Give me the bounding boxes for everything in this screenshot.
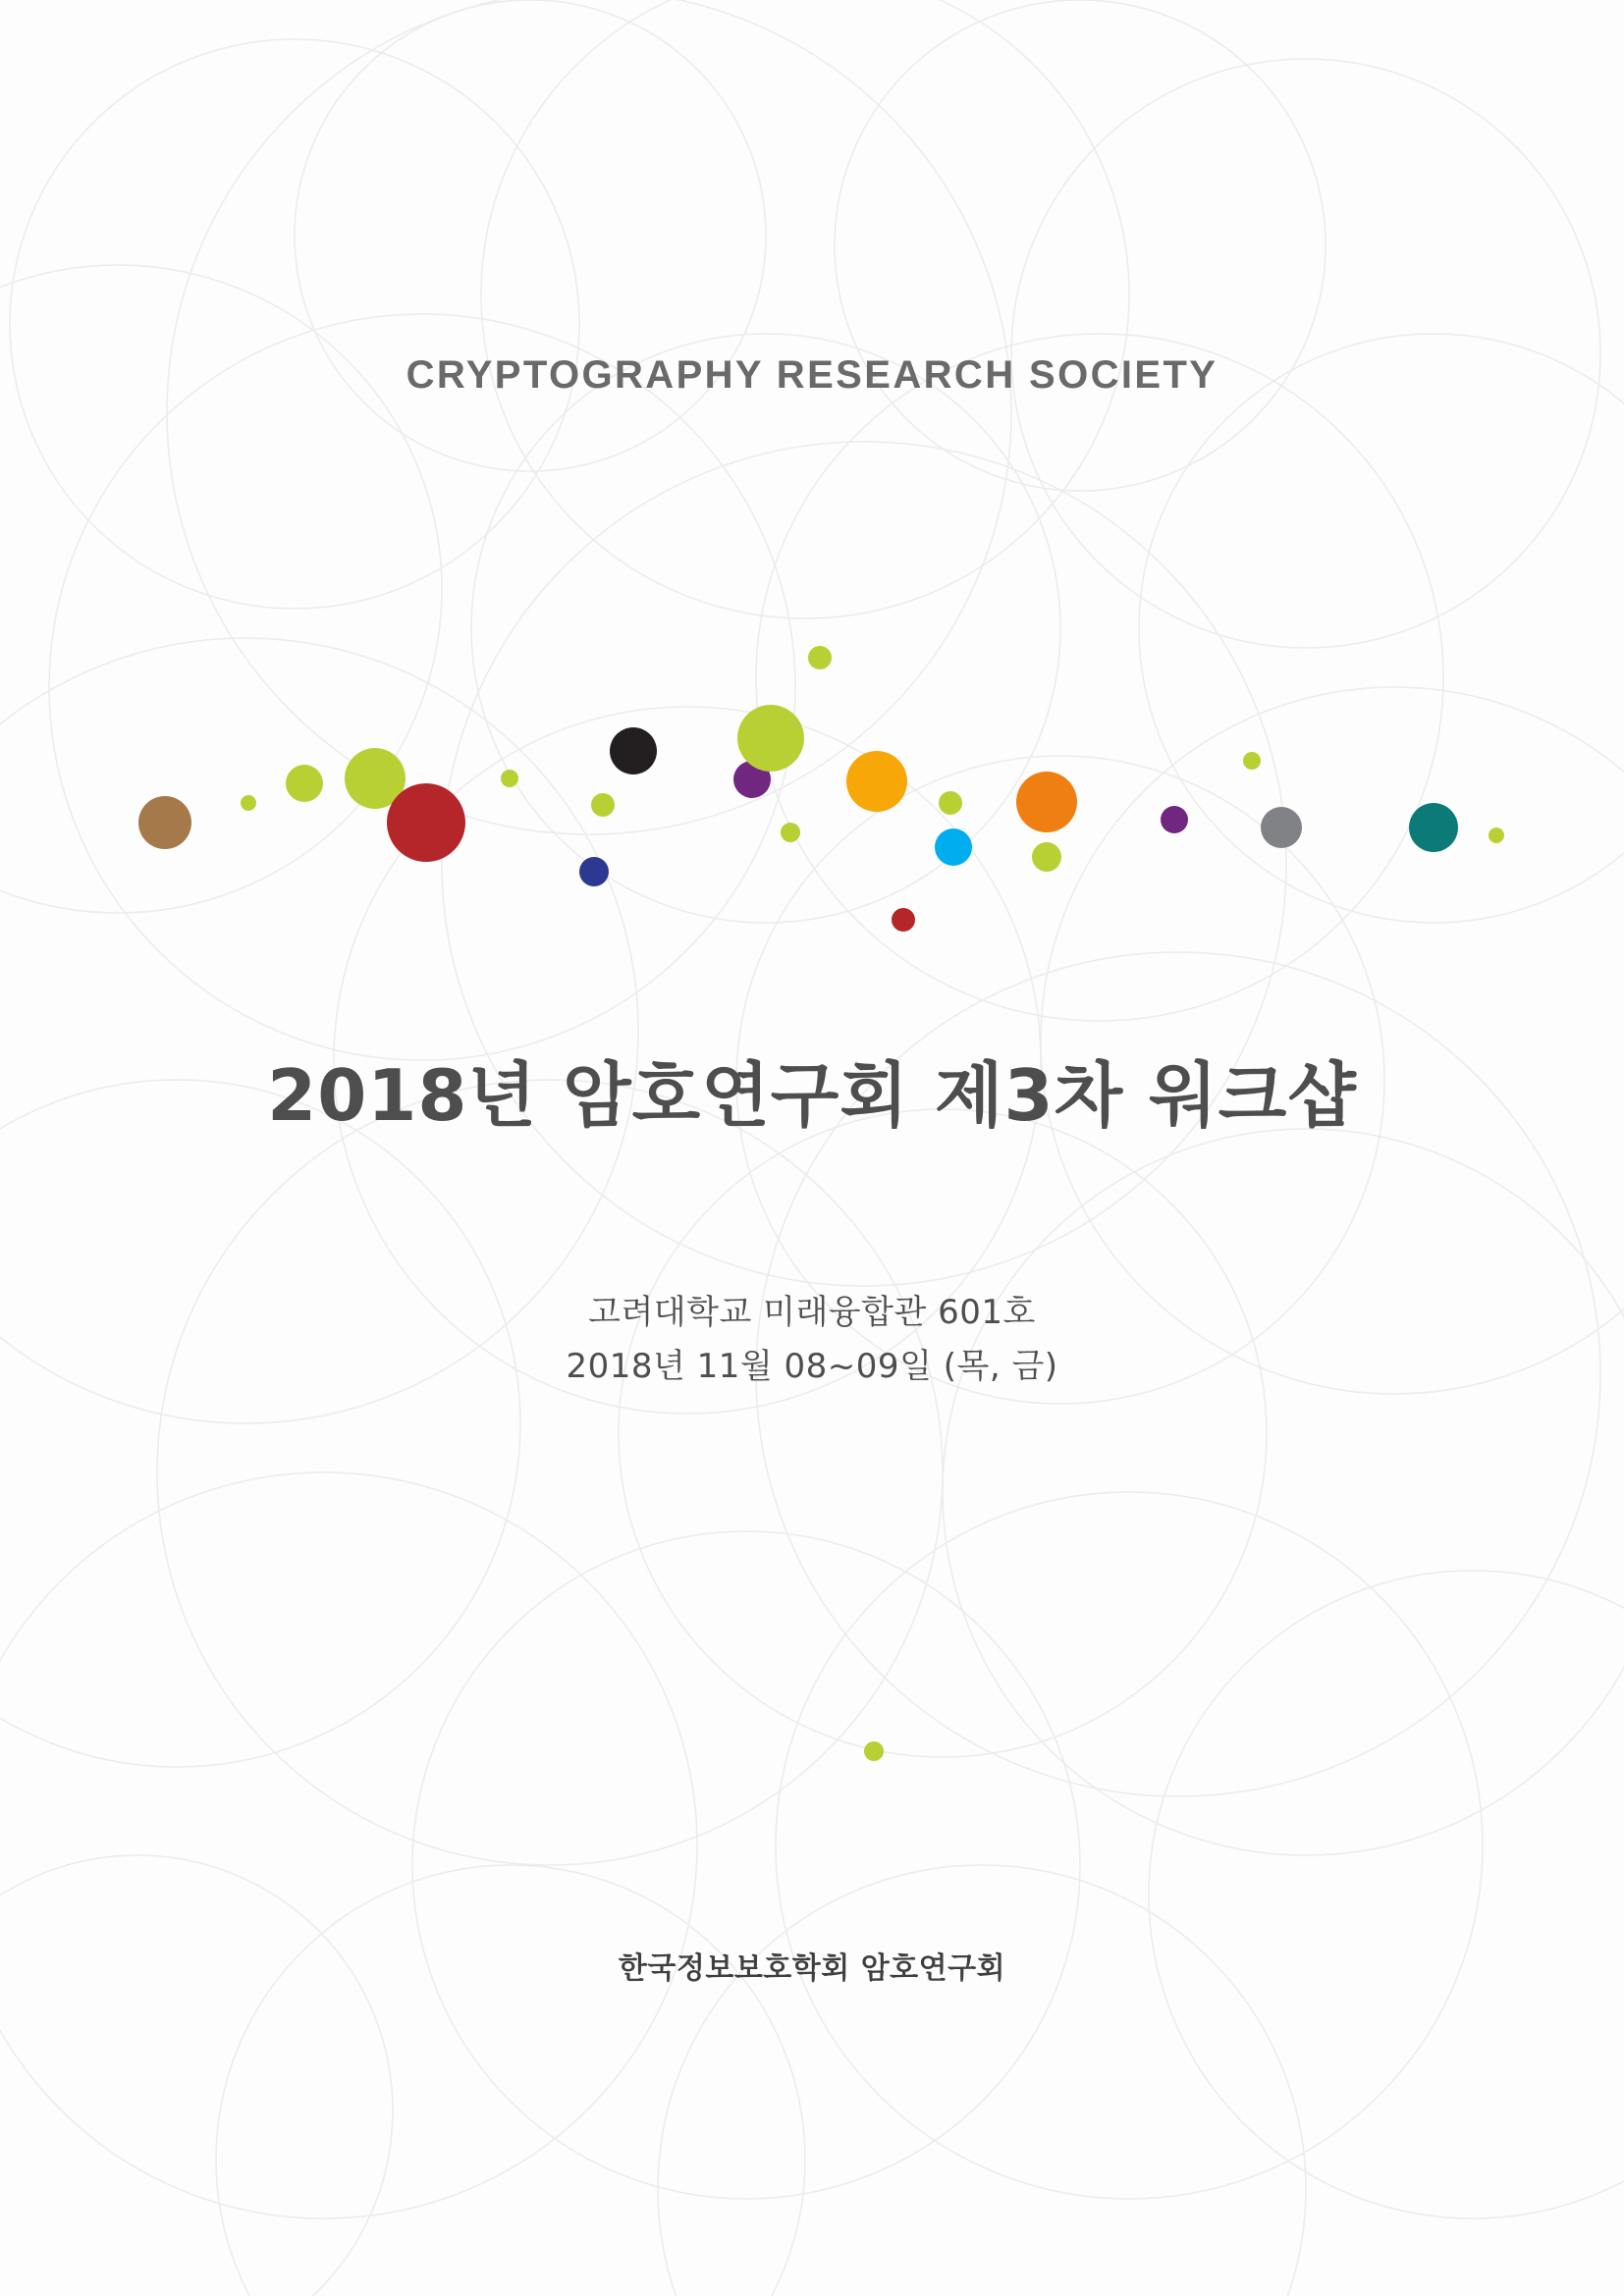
cluster-dot xyxy=(808,646,832,669)
page-title: 2018년 암호연구회 제3차 워크샵 xyxy=(267,1054,1357,1137)
cluster-dot xyxy=(1032,842,1061,872)
date-text: 2018년 11월 08~09일 (목, 금) xyxy=(566,1347,1058,1387)
event-details xyxy=(0,1286,1624,1394)
cluster-dot xyxy=(1409,803,1458,852)
society-title: CRYPTOGRAPHY RESEARCH SOCIETY xyxy=(406,353,1218,397)
venue-text: 고려대학교 미래융합관 601호 xyxy=(588,1293,1036,1332)
cluster-dot xyxy=(939,791,962,815)
organization-footer: 한국정보보호학회 암호연구회 xyxy=(618,1951,1006,1986)
cluster-dot xyxy=(737,705,804,772)
cluster-dot xyxy=(935,828,972,866)
cluster-dot xyxy=(1489,828,1504,843)
cluster-dot xyxy=(501,770,518,787)
cluster-dot xyxy=(286,765,323,802)
cluster-dot xyxy=(591,793,615,817)
cluster-dot xyxy=(138,796,191,849)
cluster-dot xyxy=(387,783,465,862)
cluster-dot xyxy=(1243,752,1261,770)
cluster-dot xyxy=(579,857,609,886)
cluster-dot xyxy=(892,908,915,932)
cluster-dot xyxy=(241,795,256,811)
cluster-dot xyxy=(1016,772,1077,832)
cluster-dot xyxy=(610,727,657,774)
cluster-dot xyxy=(1261,807,1302,848)
dot-cluster-graphic xyxy=(0,550,1624,1001)
cluster-dot xyxy=(781,823,800,842)
cluster-dot xyxy=(864,1741,884,1761)
cluster-dot xyxy=(1161,806,1188,833)
cluster-dot xyxy=(846,751,907,812)
